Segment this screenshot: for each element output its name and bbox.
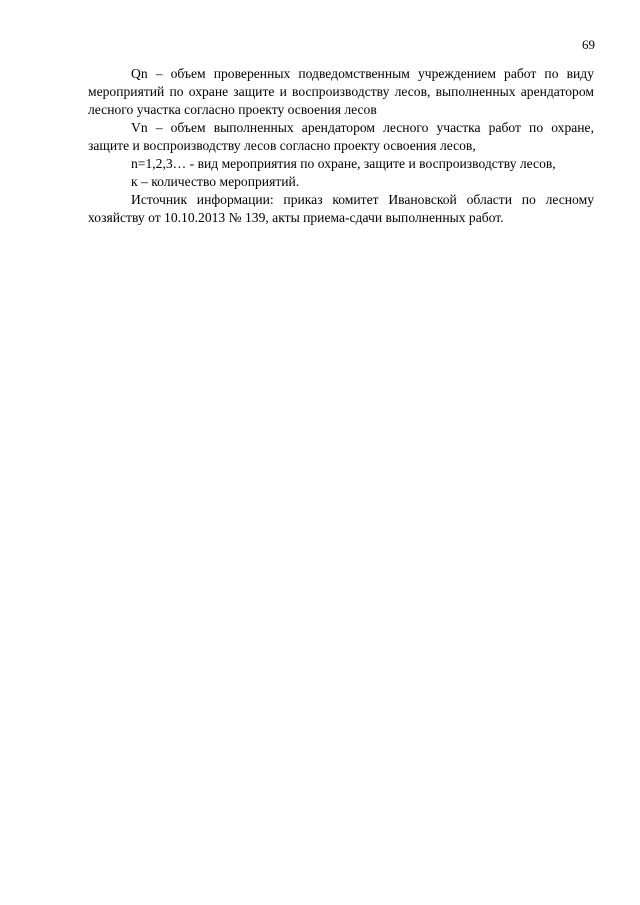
paragraph-source-info: Источник информации: приказ комитет Ивановской области по лесному хозяйству от 10.10.2013 № 139, акты приема-сдачи выполненных работ. <box>88 192 594 225</box>
paragraph-vn-definition: Vn – объем выполненных арендатором лесного участка работ по охране, защите и воспроизводству лесов согласно проекту освоения лесов, <box>88 120 594 153</box>
document-body <box>88 65 594 227</box>
paragraph-k-definition: к – количество мероприятий. <box>131 174 300 189</box>
page-number: 69 <box>582 37 595 52</box>
paragraph-n-definition: n=1,2,3… - вид мероприятия по охране, защите и воспроизводству лесов, <box>131 156 556 171</box>
paragraph-qn-definition: Qn – объем проверенных подведомственным учреждением работ по виду мероприятий по охране защите и воспроизводству лесов, выполненных арендатором лесного участка согласно проекту освоения лесов <box>88 66 594 117</box>
